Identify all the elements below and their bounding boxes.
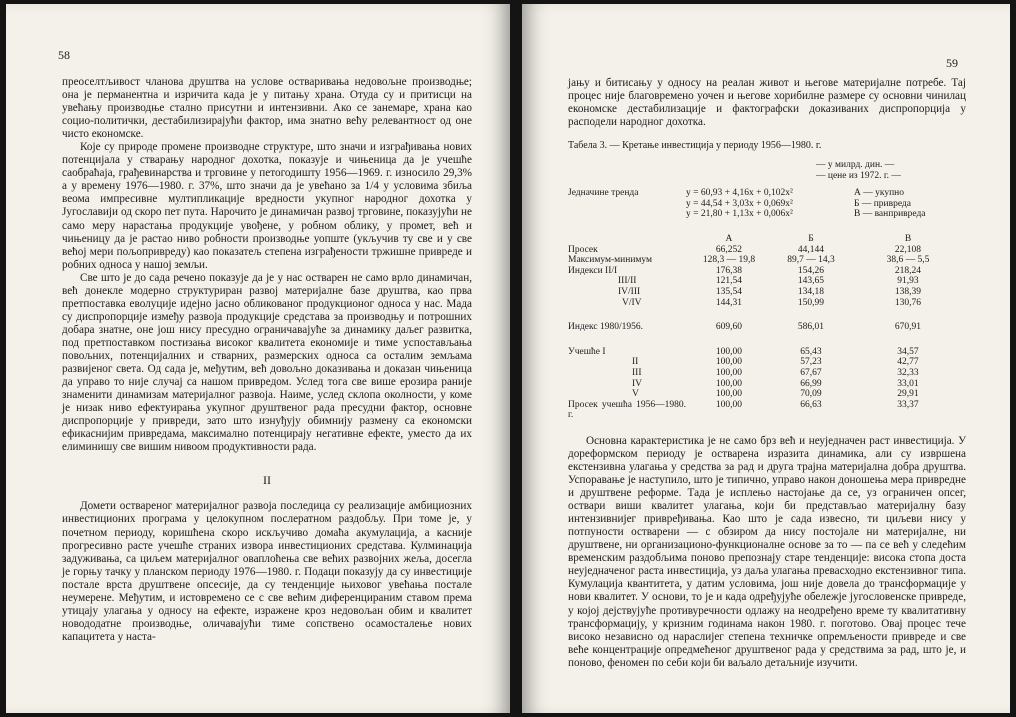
table-row — [568, 266, 966, 277]
cell: 67,67 — [800, 367, 822, 378]
row-label: Максимум-минимум — [568, 255, 653, 266]
table-row — [568, 276, 966, 287]
cell: 176,38 — [715, 265, 742, 276]
cell: 57,23 — [800, 357, 822, 368]
column-header: А — [725, 234, 733, 245]
cell: 44,144 — [797, 244, 824, 255]
units-line: — у милрд. дин. — — [816, 160, 895, 171]
cell: 100,00 — [715, 346, 742, 357]
equation: y = 21,80 + 1,13x + 0,006x² — [686, 209, 793, 220]
cell: 42,77 — [897, 357, 919, 368]
cell: 65,43 — [800, 346, 822, 357]
row-label: IV/III — [618, 286, 641, 297]
units-line: — цене из 1972. г. — — [816, 171, 901, 182]
paragraph: Основна карактеристика је не само брз већ и неуједначен раст инвестиција. У дореформском периоду је остварена изразита динамика, али су извршена екстензивна улагања у средства за рад и друга трајна материјална добра друштва. Успоравање је наступило, што је типично, управо након доношења мера привредне и друштвене реформе. Тада је исплењо настојање да се, уз ограничен опсег, оствари виши квалитет улагања, који би представљао материјалну базу интензивнијег привређивања. Као што је сада извесно, ти циљеви нису у потпуности остварени — с обзиром да нису постојале ни материјалне, ни друштвене, ни организационо-функционалне основе за то — па се већ у следећим временским раздобљима поново препознају старе тенденције: висока стопа доста неуједначеног раста инвестиција, уз даља улагања превасходно екстензивног типа. Кумулација квантитета, у датим условима, још није довела до трансформације у нови квалитет. У основи, то је и када одређујуће обележје југословенске привреде, у којој дејствујуће противуречности одлажу на неодређено време ту квалитативну трансформацију, у кризним годинама након 1980. г. поготово. Овај процес тече високо независно од нараслијег степена техничке опремљености привреде и све веће концентрације опредмећеног друштвеног рада у средствима за рад, што је, и поново, феномен по себи који би ваљало детаљније изучити. — [568, 434, 966, 669]
spacer-row — [568, 308, 966, 322]
row-label: Индекси II/I — [568, 265, 618, 276]
cell: 130,76 — [894, 297, 922, 308]
cell: 586,01 — [797, 322, 824, 333]
cell: 128,3 — 19,8 — [702, 255, 756, 266]
cell: 135,54 — [715, 286, 742, 297]
cell: 70,09 — [800, 389, 822, 400]
cell: 218,24 — [894, 265, 922, 276]
paragraph: Све што је до сада речено показује да је у нас остварен не само врло динамичан, већ донекле модерно структуриран развој материјалне базе друштва, као прва претпоставка еволуције идејно јасно обликованог продукционог односа у нас. Мада су диспропорције између развоја продукције средстава за производњу и потрошних добара знатне, оне још нису пресудно ограничавајуће за динамику даљег развитка, под претпоставком постизања високог квалитета економије и тиме успостављања повољних, потенцијалних и стварних, размерских односа са осталим земљама развијеног света. Од сада је, међутим, већ довољно доказивања и доказан чињеница да управо то није случај са нашом привредом. Услед тога све више ерозира раније знаменити динамизам материјалног развоја. Наиме, услед склопа околности, у коме је низак ниво ефектуирања укупног друштвеног рада пресудни фактор, основне диспропорције у привреди, зато што изнуђују обимнију размену са економски ефикаснијим привредама, максимално потенцирају негативне ефекте, уместо да их елиминишу све вишим нивоом продуктивности рада. — [62, 271, 472, 454]
equation: y = 44,54 + 3,03x + 0,069x² — [686, 198, 793, 209]
equation: y = 60,93 + 4,16x + 0,102x² — [686, 188, 793, 199]
table-row — [568, 379, 966, 390]
cell: 89,7 — 14,3 — [787, 255, 835, 266]
cell: 66,252 — [715, 244, 742, 255]
cell: 100,00 — [715, 389, 742, 400]
spacer — [568, 308, 686, 322]
row-label: Учешће I — [568, 346, 606, 357]
header-empty — [568, 234, 686, 245]
cell: 154,26 — [797, 265, 824, 276]
spacer-row — [568, 333, 966, 347]
paragraph: Домети оствареног материјалног развоја последица су реализације амбициозних инвестиционих програма у целокупном послератном раздобљу. При томе је, у почетном периоду, коришћена скоро искључиво домаћа акумулација, а касније прогресивно расте учешће страних извора инвестиционих средстава. Кулминација задуживања, са циљем материјалног оваплоћења све већих развојних жеља, досегла је горњу тачку у планском периоду 1976—1980. г. Подаци показују да су инвестиције постале врста друштвене опсесије, да су тенденције њиховог увећања постале неумерене. Међутим, и истовремено се с све већим диференцираним ставом према утицају улагања у односу на ефекте, изражене кроз недовољан обим и квалитет новододатне производње, оличавајући тиме сопствено осамосталење нових капацитета у наста- — [62, 500, 472, 643]
cell: 143,65 — [797, 276, 824, 287]
right-page — [522, 4, 1010, 713]
cell: 138,39 — [894, 286, 922, 297]
legend-entry: А — укупно — [853, 188, 904, 199]
cell: 134,18 — [797, 286, 824, 297]
cell: 33,01 — [897, 378, 919, 389]
left-page — [6, 4, 510, 713]
row-label: V — [632, 389, 639, 400]
table-row — [568, 400, 966, 421]
cell: 66,63 — [800, 399, 822, 410]
table-row — [568, 255, 966, 266]
cell: 66,99 — [800, 378, 822, 389]
cell: 32,33 — [897, 367, 919, 378]
page-number-right: 59 — [946, 56, 958, 70]
left-text-column — [62, 76, 472, 644]
spacer — [568, 220, 686, 234]
row-label: Просек учешћа 1956—1980. г. — [568, 399, 686, 421]
table-row — [568, 368, 966, 379]
right-text-column — [568, 77, 966, 670]
cell: 121,54 — [715, 276, 742, 287]
page-number-left: 58 — [58, 48, 70, 62]
cell: 150,99 — [797, 297, 824, 308]
row-label: III — [632, 367, 642, 378]
cell: 100,00 — [715, 378, 742, 389]
spacer — [568, 333, 686, 347]
cell: 100,00 — [715, 367, 742, 378]
row-label: Просек — [568, 244, 598, 255]
row-label: III/II — [618, 276, 637, 287]
row-label: Индекс 1980/1956. — [568, 322, 643, 333]
row-label: II — [632, 357, 639, 368]
cell: 33,37 — [897, 399, 919, 410]
table-header-row — [568, 234, 966, 245]
table-row — [568, 287, 966, 298]
table-row — [568, 188, 966, 220]
table-legend — [850, 188, 966, 220]
row-label: V/IV — [622, 297, 642, 308]
trend-label: Једначине тренда — [568, 188, 639, 199]
table-row — [568, 245, 966, 256]
table-caption: Табела 3. — Кретање инвестиција у периоду 1956—1980. г. — [568, 140, 822, 152]
table-row — [568, 322, 966, 333]
cell: 29,91 — [897, 389, 919, 400]
cell: 100,00 — [715, 357, 742, 368]
legend-entry: В — ванпривреда — [853, 209, 926, 220]
paragraph: Које су природе промене производне структуре, што значи и изграђивања нових потенцијала у стварању народног дохотка, показује и чињеница да је учешће саобраћаја, грађевинарства и трговине у петогодишту 1956—1969. г. износило 29,3% а у времену 1976—1980. г. 37%, што значи да је увећано за 1/4 у условима збиља веома импресивне мултипликације вредности укупног народног дохотка у Југославији од скоро пет пута. Нарочито је динамичан развој трговине, показујући не само меру нарастања продукције увођене, у робном облику, у промет, већ и чињеницу да је растао ниво робности производње уопште (укључив ту све и у све већој мери пољопривреду) као показатељ степена изграђености тржишне привреде и робних односа у нашој земљи. — [62, 141, 472, 271]
table-header-row — [568, 220, 966, 234]
table-row — [568, 389, 966, 400]
section-heading: II — [263, 473, 271, 488]
cell: 38,6 — 5,5 — [886, 255, 930, 266]
row-label: IV — [632, 378, 643, 389]
paragraph: преоселтљивост чланова друштва на услове остваривања недовољне производње; она је перманентна и изричита када је у питању храна. Отуда су и притисци на увећању производње стално присутни и интензивни. Ако се занемаре, храна као социо-политички, дестабилизирајући фактор, има знатно већу релевантност од оне чисто економске. — [62, 76, 472, 141]
trend-equations — [686, 188, 850, 220]
cell: 609,60 — [715, 322, 742, 333]
cell: 100,00 — [715, 399, 742, 410]
cell: 670,91 — [894, 322, 922, 333]
legend-entry: Б — привреда — [853, 198, 911, 209]
column-header: Б — [808, 234, 814, 245]
cell: 34,57 — [897, 346, 919, 357]
cell: 22,108 — [894, 244, 922, 255]
cell: 144,31 — [715, 297, 742, 308]
table-row — [568, 357, 966, 368]
table-row — [568, 298, 966, 309]
paragraph: јању и битисању у односу на реалан живот и његове материјалне потребе. Тај процес није благовремено уочен и његове хорибилне размере су основни чинилац економске дестабилизације и фактографски доказиваних диспропорција у расподели народног дохотка. — [568, 77, 966, 129]
cell: 91,93 — [897, 276, 919, 287]
table-row — [568, 347, 966, 358]
table-units — [816, 160, 966, 182]
investment-table — [568, 188, 966, 421]
column-header: В — [904, 234, 912, 245]
